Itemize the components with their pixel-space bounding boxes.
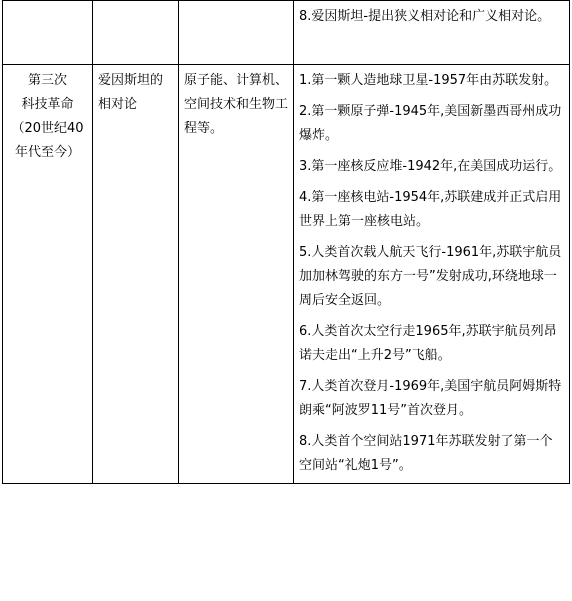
list-item: 3.第一座核反应堆-1942年,在美国成功运行。: [299, 159, 562, 174]
list-item: 1.第一颗人造地球卫星-1957年由苏联发射。: [299, 73, 558, 88]
revolution-line: （20世纪40: [11, 121, 84, 136]
cell-revolution: [3, 65, 93, 484]
list-item: 2.第一颗原子弹-1945年,美国新墨西哥州成功爆炸。: [299, 104, 562, 143]
cell-empty-1: [3, 1, 93, 65]
list-item: 8.人类首个空间站1971年苏联发射了第一个空间站“礼炮1号”。: [299, 434, 553, 473]
list-item: 6.人类首次太空行走1965年,苏联宇航员列昂诺夫走出“上升2号”飞船。: [299, 324, 557, 363]
cell-empty-3: [179, 1, 294, 65]
table-row: [3, 1, 570, 65]
cell-empty-2: [93, 1, 179, 65]
revolution-line: 科技革命: [21, 97, 74, 112]
cell-theory: 爱因斯坦的相对论: [93, 65, 179, 484]
list-item: 5.人类首次载人航天飞行-1961年,苏联宇航员加加林驾驶的东方一号”发射成功,环绕地球一周后安全返回。: [299, 245, 562, 308]
cell-events: [294, 65, 570, 484]
revolution-line: 第三次: [27, 73, 67, 88]
list-item: 7.人类首次登月-1969年,美国宇航员阿姆斯特朗乘“阿波罗11号”首次登月。: [299, 379, 562, 418]
revolution-line: 年代至今）: [14, 145, 80, 160]
cell-event-einstein: 8.爱因斯坦-提出狭义相对论和广义相对论。: [294, 1, 570, 65]
table-row: [3, 65, 570, 484]
history-table: [2, 0, 570, 484]
list-item: 4.第一座核电站-1954年,苏联建成并正式启用世界上第一座核电站。: [299, 190, 562, 229]
cell-fields: 原子能、计算机、空间技术和生物工程等。: [179, 65, 294, 484]
